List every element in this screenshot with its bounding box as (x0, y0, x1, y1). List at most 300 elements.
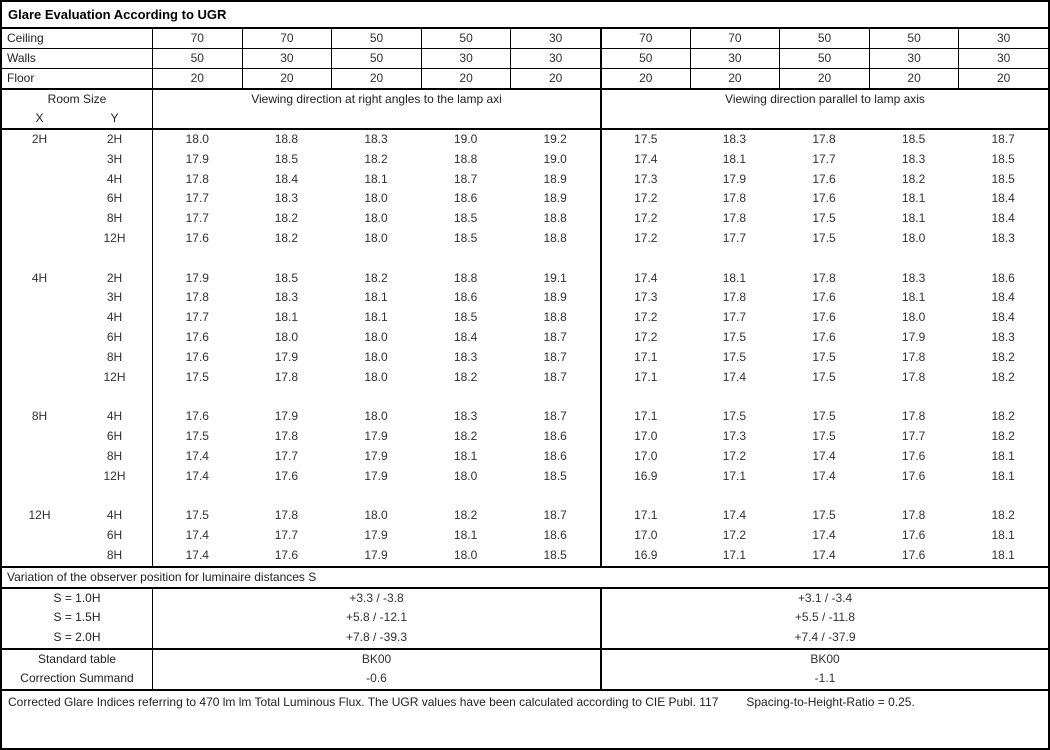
ugr-value: 17.2 (600, 308, 690, 328)
ugr-value: 18.6 (991, 270, 1015, 285)
standard-table-label: Standard table (37, 651, 117, 666)
ugr-value: 17.7 (812, 151, 836, 166)
ugr-value: 17.5 (722, 349, 747, 364)
ugr-value: 17.5 (152, 506, 242, 526)
walls-value: 30 (958, 49, 1048, 68)
room-x (2, 526, 77, 546)
room-y: 8H (106, 448, 123, 463)
ugr-value: 18.4 (991, 310, 1015, 325)
room-size-label: Room Size (47, 92, 107, 106)
room-x: 12H (28, 508, 51, 523)
ugr-value: 18.0 (453, 547, 478, 562)
spacer-cell (152, 249, 600, 269)
ugr-value: 18.5 (274, 151, 299, 166)
ugr-value: 18.5 (453, 211, 478, 226)
ugr-value: 18.7 (453, 171, 478, 186)
spacer-cell (77, 486, 152, 506)
ugr-value: 17.5 (600, 130, 690, 150)
ugr-value: 18.7 (543, 329, 567, 344)
ugr-value: 18.1 (722, 151, 747, 166)
ugr-value: 18.5 (901, 132, 926, 146)
ugr-value: 17.9 (152, 269, 242, 289)
floor-label: Floor (7, 71, 35, 85)
room-y: 6H (106, 428, 123, 443)
floor-value: 20 (152, 69, 242, 88)
ugr-value: 17.9 (364, 448, 388, 463)
ugr-value: 18.1 (991, 448, 1015, 463)
spacer-cell (600, 249, 1048, 269)
ugr-value: 18.7 (543, 369, 567, 384)
ugr-value: 17.4 (600, 269, 690, 289)
ugr-value: 17.2 (722, 527, 747, 542)
room-x (2, 308, 77, 328)
column-group-header (2, 90, 1048, 130)
ugr-value: 18.0 (274, 329, 299, 344)
ugr-value: 17.4 (812, 527, 836, 542)
ceiling-value: 50 (779, 29, 869, 48)
room-x (2, 546, 77, 566)
ugr-value: 17.5 (812, 508, 836, 523)
spacer-cell (152, 387, 600, 407)
floor-value: 20 (331, 69, 421, 88)
correction-summand-row (2, 669, 1048, 689)
footer-note (2, 691, 1048, 748)
ugr-value: 18.0 (364, 329, 388, 344)
ugr-value: 18.2 (453, 369, 478, 384)
ugr-value: 18.8 (453, 151, 478, 166)
ugr-value: 17.4 (812, 547, 836, 562)
ceiling-value: 50 (421, 29, 511, 48)
variation-section-header: Variation of the observer position for luminaire distances S (2, 568, 1048, 589)
ugr-row (2, 368, 1048, 388)
ugr-value: 18.5 (543, 468, 567, 483)
ugr-value: 18.3 (453, 409, 478, 424)
ugr-value: 16.9 (600, 546, 690, 566)
ceiling-value: 70 (690, 29, 780, 48)
ugr-value: 17.4 (812, 448, 836, 463)
ugr-value: 18.0 (364, 230, 388, 245)
ugr-value: 18.8 (543, 230, 567, 245)
ugr-value: 17.9 (364, 428, 388, 443)
ugr-value: 17.6 (152, 328, 242, 348)
ugr-value: 17.5 (152, 368, 242, 388)
spacer-cell (2, 249, 77, 269)
ugr-row (2, 546, 1048, 566)
axis-x-label: X (35, 111, 44, 125)
spacer-row (2, 249, 1048, 269)
ugr-value: 18.8 (543, 310, 567, 325)
ugr-value: 17.8 (901, 508, 926, 523)
ugr-row (2, 328, 1048, 348)
ugr-row (2, 308, 1048, 328)
axis-y-label: Y (110, 111, 119, 125)
room-y: 6H (106, 191, 123, 206)
ugr-value: 17.8 (152, 170, 242, 190)
ugr-value: 17.8 (722, 211, 747, 226)
ugr-value: 18.5 (543, 547, 567, 562)
room-y: 2H (106, 270, 123, 285)
room-y: 4H (106, 310, 123, 325)
room-x (2, 447, 77, 467)
ugr-value: 17.5 (812, 428, 836, 443)
ugr-value: 18.7 (991, 132, 1015, 146)
ugr-value: 17.6 (812, 290, 836, 305)
ugr-value: 17.0 (600, 427, 690, 447)
ugr-row (2, 427, 1048, 447)
room-y: 2H (106, 132, 123, 146)
room-x: 4H (31, 270, 48, 285)
ugr-value: 17.2 (600, 209, 690, 229)
ugr-value: 17.7 (152, 308, 242, 328)
ugr-value: 17.3 (600, 288, 690, 308)
ugr-value: 17.5 (812, 409, 836, 424)
floor-value: 20 (600, 69, 690, 88)
ugr-value: 17.4 (152, 526, 242, 546)
ugr-value: 17.7 (722, 230, 747, 245)
ugr-value: 17.0 (600, 447, 690, 467)
ugr-value: 18.2 (991, 428, 1015, 443)
walls-value: 50 (152, 49, 242, 68)
ugr-value: 17.8 (722, 191, 747, 206)
ugr-value: 17.1 (600, 407, 690, 427)
ceiling-value: 70 (152, 29, 242, 48)
ugr-value: 19.1 (543, 270, 567, 285)
ugr-value: 17.7 (274, 448, 299, 463)
correction-summand-right-value: -1.1 (600, 669, 1048, 689)
ugr-value: 17.8 (274, 508, 299, 523)
ugr-value: 18.6 (543, 527, 567, 542)
ugr-row (2, 209, 1048, 229)
ugr-row (2, 269, 1048, 289)
ugr-value: 18.0 (152, 130, 242, 150)
floor-value: 20 (242, 69, 332, 88)
ugr-value: 17.5 (812, 230, 836, 245)
room-y: 12H (103, 369, 126, 384)
ugr-value: 18.8 (274, 132, 299, 146)
spacer-cell (2, 387, 77, 407)
ugr-value: 18.0 (901, 230, 926, 245)
ugr-value: 18.4 (991, 290, 1015, 305)
ugr-value: 17.1 (600, 368, 690, 388)
ugr-value: 18.0 (364, 191, 388, 206)
room-x (2, 150, 77, 170)
ugr-value: 17.4 (152, 447, 242, 467)
room-x: 8H (31, 409, 48, 424)
variation-label: S = 1.5H (53, 610, 101, 625)
ugr-value: 17.7 (722, 310, 747, 325)
room-size-header (2, 90, 152, 128)
ugr-value: 18.2 (274, 211, 299, 226)
floor-value: 20 (958, 69, 1048, 88)
variation-left-value: +3.3 / -3.8 (152, 589, 600, 609)
ugr-value: 18.2 (901, 171, 926, 186)
room-y: 8H (106, 349, 123, 364)
room-x (2, 368, 77, 388)
variation-row (2, 608, 1048, 628)
ugr-value: 17.7 (152, 209, 242, 229)
room-y: 12H (103, 230, 126, 245)
floor-value: 20 (779, 69, 869, 88)
ugr-value: 18.4 (274, 171, 299, 186)
ugr-value: 18.3 (453, 349, 478, 364)
walls-value: 30 (421, 49, 511, 68)
ugr-value: 17.6 (812, 171, 836, 186)
room-y: 4H (106, 508, 123, 523)
ugr-value: 17.6 (812, 310, 836, 325)
room-y: 8H (106, 547, 123, 562)
ugr-row (2, 150, 1048, 170)
ugr-value: 18.2 (991, 369, 1015, 384)
room-x (2, 189, 77, 209)
ugr-row (2, 407, 1048, 427)
ceiling-value: 50 (331, 29, 421, 48)
variation-left-value: +5.8 / -12.1 (152, 608, 600, 628)
footer-note-text: Corrected Glare Indices referring to 470 lm lm Total Luminous Flux. The UGR values have been calculated according to CIE Publ. 117 (8, 694, 719, 709)
ugr-value: 18.1 (453, 448, 478, 463)
ugr-row (2, 130, 1048, 150)
room-y: 8H (106, 211, 123, 226)
ugr-value: 18.7 (543, 508, 567, 523)
spacer-cell (152, 486, 600, 506)
room-x (2, 427, 77, 447)
ugr-value: 18.1 (901, 191, 926, 206)
ugr-value: 17.6 (152, 348, 242, 368)
ugr-value: 18.1 (274, 310, 299, 325)
floor-value: 20 (510, 69, 600, 88)
ugr-value: 17.8 (274, 428, 299, 443)
ugr-value: 18.1 (901, 290, 926, 305)
ugr-value: 18.1 (364, 310, 388, 325)
viewing-direction-parallel-header: Viewing direction parallel to lamp axis (600, 90, 1048, 128)
ugr-value: 18.6 (543, 448, 567, 463)
ugr-value: 18.7 (543, 349, 567, 364)
room-x (2, 170, 77, 190)
walls-value: 30 (242, 49, 332, 68)
standard-table-right-value: BK00 (600, 650, 1048, 670)
correction-summand-left-value: -0.6 (152, 669, 600, 689)
ugr-value: 18.1 (991, 468, 1015, 483)
ugr-value: 17.2 (600, 229, 690, 249)
ugr-value: 17.1 (600, 506, 690, 526)
ugr-value: 18.3 (722, 132, 747, 146)
ugr-value: 19.0 (543, 151, 567, 166)
ugr-value: 17.5 (812, 369, 836, 384)
ugr-value: 17.8 (152, 288, 242, 308)
room-x (2, 328, 77, 348)
ugr-value: 17.4 (600, 150, 690, 170)
ugr-value: 17.4 (152, 546, 242, 566)
variation-row (2, 589, 1048, 609)
ugr-value: 17.1 (722, 468, 747, 483)
walls-value: 50 (600, 49, 690, 68)
ugr-value: 18.3 (901, 270, 926, 285)
ugr-value: 17.7 (152, 189, 242, 209)
ceiling-row (2, 29, 1048, 48)
ceiling-value: 30 (510, 29, 600, 48)
ceiling-value: 30 (958, 29, 1048, 48)
ugr-value: 18.1 (364, 171, 388, 186)
ugr-value: 18.9 (543, 191, 567, 206)
ugr-value: 18.4 (991, 191, 1015, 206)
surface-reflectance-section (2, 29, 1048, 90)
ugr-row (2, 189, 1048, 209)
spacer-cell (600, 486, 1048, 506)
ugr-value: 18.2 (991, 349, 1015, 364)
ugr-value: 18.0 (364, 508, 388, 523)
ugr-row (2, 348, 1048, 368)
ugr-value: 17.4 (722, 508, 747, 523)
ugr-value: 18.2 (991, 508, 1015, 523)
ugr-row (2, 506, 1048, 526)
spacer-cell (600, 387, 1048, 407)
ugr-value: 18.8 (453, 270, 478, 285)
ugr-value: 17.9 (274, 349, 299, 364)
room-x: 2H (31, 132, 48, 146)
room-y: 3H (106, 151, 123, 166)
variation-left-value: +7.8 / -39.3 (152, 628, 600, 648)
spacing-to-height-ratio: Spacing-to-Height-Ratio = 0.25. (746, 694, 915, 709)
variation-label: S = 1.0H (53, 590, 101, 605)
ugr-value: 18.7 (543, 409, 567, 424)
variation-label: S = 2.0H (53, 629, 101, 644)
spacer-cell (2, 486, 77, 506)
ugr-row (2, 467, 1048, 487)
ugr-value: 18.0 (364, 211, 388, 226)
ugr-value: 17.6 (901, 547, 926, 562)
ugr-value: 17.8 (901, 369, 926, 384)
spacer-row (2, 387, 1048, 407)
ugr-data-section (2, 130, 1048, 568)
spacer-cell (77, 249, 152, 269)
ugr-value: 17.8 (901, 409, 926, 424)
ugr-value: 18.2 (364, 270, 388, 285)
walls-row (2, 48, 1048, 68)
room-x (2, 467, 77, 487)
ugr-value: 17.4 (812, 468, 836, 483)
standard-table-row (2, 650, 1048, 670)
ugr-value: 18.5 (453, 230, 478, 245)
ugr-value: 18.2 (991, 409, 1015, 424)
walls-label: Walls (7, 51, 36, 65)
ugr-value: 16.9 (600, 467, 690, 487)
ugr-value: 17.8 (274, 369, 299, 384)
ugr-value: 18.6 (453, 290, 478, 305)
ugr-value: 18.1 (364, 290, 388, 305)
ceiling-value: 50 (869, 29, 959, 48)
ugr-value: 18.3 (274, 191, 299, 206)
ugr-value: 18.8 (543, 211, 567, 226)
floor-value: 20 (690, 69, 780, 88)
walls-value: 30 (690, 49, 780, 68)
ugr-value: 18.1 (453, 527, 478, 542)
ugr-value: 17.5 (812, 349, 836, 364)
ugr-value: 17.3 (600, 170, 690, 190)
room-y: 4H (106, 171, 123, 186)
ugr-row (2, 170, 1048, 190)
ugr-value: 17.1 (600, 348, 690, 368)
walls-value: 50 (331, 49, 421, 68)
ugr-value: 17.2 (722, 448, 747, 463)
ugr-value: 18.2 (453, 428, 478, 443)
variation-right-value: +5.5 / -11.8 (600, 608, 1048, 628)
room-x (2, 229, 77, 249)
ugr-value: 17.6 (152, 229, 242, 249)
ugr-value: 17.5 (722, 329, 747, 344)
ugr-row (2, 447, 1048, 467)
ugr-value: 18.0 (364, 369, 388, 384)
ugr-value: 18.5 (274, 270, 299, 285)
ugr-value: 17.6 (152, 407, 242, 427)
ugr-value: 18.6 (453, 191, 478, 206)
ugr-value: 18.4 (991, 211, 1015, 226)
walls-value: 50 (779, 49, 869, 68)
ugr-value: 17.4 (722, 369, 747, 384)
ugr-value: 18.0 (364, 349, 388, 364)
ugr-row (2, 229, 1048, 249)
ugr-row (2, 288, 1048, 308)
ugr-value: 18.0 (453, 468, 478, 483)
ugr-value: 17.3 (722, 428, 747, 443)
ugr-value: 18.9 (543, 290, 567, 305)
ugr-value: 18.1 (901, 211, 926, 226)
ugr-value: 19.0 (453, 132, 478, 146)
ugr-value: 17.9 (152, 150, 242, 170)
ugr-value: 17.0 (600, 526, 690, 546)
ugr-value: 18.1 (722, 270, 747, 285)
viewing-direction-right-angles-header: Viewing direction at right angles to the lamp axi (152, 90, 600, 128)
ugr-value: 17.1 (722, 547, 747, 562)
summary-section (2, 650, 1048, 691)
ceiling-value: 70 (600, 29, 690, 48)
ugr-value: 18.3 (274, 290, 299, 305)
page-title: Glare Evaluation According to UGR (2, 2, 1048, 29)
room-y: 3H (106, 290, 123, 305)
room-x (2, 209, 77, 229)
ugr-value: 17.6 (274, 468, 299, 483)
ugr-value: 17.6 (812, 329, 836, 344)
ugr-value: 18.5 (991, 171, 1015, 186)
ugr-value: 17.6 (901, 448, 926, 463)
ugr-value: 17.5 (812, 211, 836, 226)
spacer-cell (77, 387, 152, 407)
ugr-value: 17.6 (901, 468, 926, 483)
ugr-value: 17.4 (152, 467, 242, 487)
variation-right-value: +7.4 / -37.9 (600, 628, 1048, 648)
variation-section (2, 589, 1048, 650)
variation-row (2, 628, 1048, 648)
room-x (2, 288, 77, 308)
ugr-value: 17.2 (600, 328, 690, 348)
ugr-value: 17.8 (812, 270, 836, 285)
ugr-value: 18.3 (991, 230, 1015, 245)
ugr-value: 18.3 (901, 151, 926, 166)
ugr-value: 18.3 (364, 132, 388, 146)
ugr-value: 18.9 (543, 171, 567, 186)
ugr-value: 18.2 (453, 508, 478, 523)
room-x (2, 348, 77, 368)
ugr-value: 18.6 (543, 428, 567, 443)
ugr-value: 17.7 (901, 428, 926, 443)
ugr-value: 17.6 (274, 547, 299, 562)
ugr-value: 17.8 (722, 290, 747, 305)
ugr-value: 17.9 (364, 468, 388, 483)
ugr-value: 18.5 (453, 310, 478, 325)
room-y: 6H (106, 329, 123, 344)
ceiling-label: Ceiling (7, 31, 44, 45)
ugr-value: 18.1 (991, 527, 1015, 542)
ugr-value: 17.6 (812, 191, 836, 206)
walls-value: 30 (510, 49, 600, 68)
